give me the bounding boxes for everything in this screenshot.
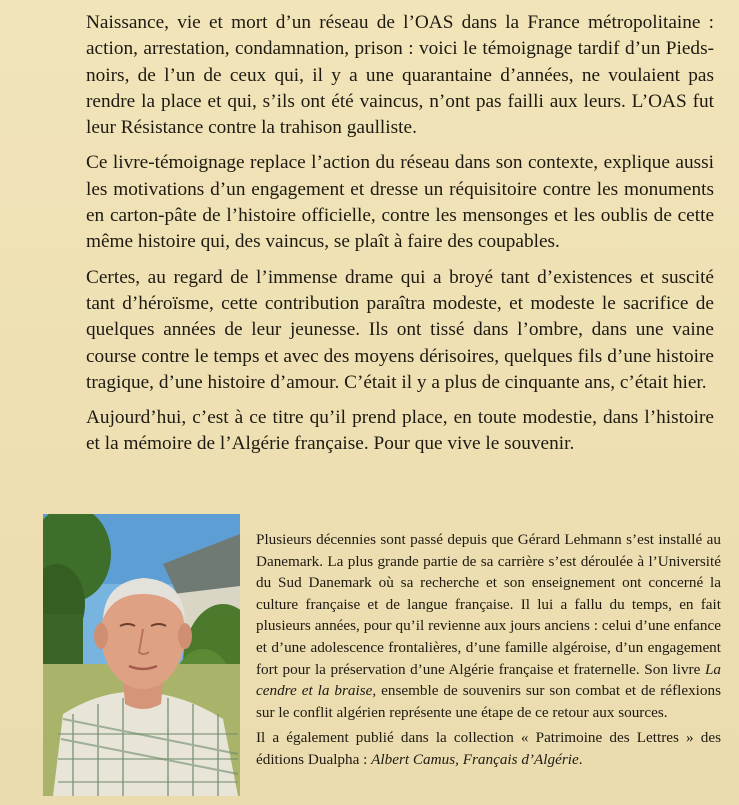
bio-text: . xyxy=(578,750,583,768)
book-title: La cendre et la braise xyxy=(256,660,721,700)
bio-text: Plusieurs décennies sont passé depuis que Gérard Lehmann s’est installé au Danemark. La plus grande partie de sa carrière s’est déroulée à l’Université du Sud Danemark où sa recherche et son enseignement ont concerné la culture française et de langue française. Il lui a fallu du temps, en fait plusieurs années, pour qu’il revienne aux jours anciens : celui d’une enfance et d’une adolescence frontalières, d’une famille algéroise, d’un engagement fort pour la préservation d’une Algérie française et fraternelle. Son livre xyxy=(256,531,721,678)
blurb-paragraph-2: Ce livre-témoignage replace l’action du réseau dans son contexte, explique aussi les motivations d’un engagement et dresse un réquisitoire contre les monuments en carton-pâte de l’histoire officielle, contre les mensonges et les oublis de cette même histoire qui, des vaincus, se plaît à faire des coupables. xyxy=(86,152,714,253)
blurb xyxy=(86,10,714,467)
book-title: Albert Camus, Français d’Algérie xyxy=(371,750,579,768)
bio-paragraph-1 xyxy=(256,529,721,723)
bio-text: Il a également publié dans la collection « Patrimoine des Lettres » des éditions Dualpha : xyxy=(256,729,721,768)
blurb-paragraph-1: Naissance, vie et mort d’un réseau de l’OAS dans la France métropolitaine : action, arrestation, condamnation, prison : voici le témoignage tardif d’un Pieds-noirs, de l’un de ceux qui, il y a une quarantaine d’années, ne voulaient pas rendre la place et qui, s’ils ont été vaincus, n’ont pas failli aux leurs. L’OAS fut leur Résistance contre la trahison gaulliste. xyxy=(86,12,714,139)
blurb-paragraph-3: Certes, au regard de l’immense drame qui a broyé tant d’existences et suscité tant d’héroïsme, cette contribution paraîtra modeste, et modeste le sacrifice de quelques années de leur jeunesse. Ils ont tissé dans l’ombre, dans une vaine course contre le temps et avec des moyens dérisoires, quelques fils d’une histoire tragique, d’une histoire d’amour. C’était il y a plus de cinquante ans, c’était hier. xyxy=(86,266,714,393)
author-bio xyxy=(256,529,721,775)
bio-paragraph-2 xyxy=(256,727,721,770)
blurb-paragraph-4: Aujourd’hui, c’est à ce titre qu’il prend place, en toute modestie, dans l’histoire et la mémoire de l’Algérie française. Pour que vive le souvenir. xyxy=(86,407,714,455)
author-photo xyxy=(43,514,240,796)
bio-text: , ensemble de souvenirs sur son combat et de réflexions sur le conflit algérien représente une étape de ce retour aux sources. xyxy=(256,682,721,721)
